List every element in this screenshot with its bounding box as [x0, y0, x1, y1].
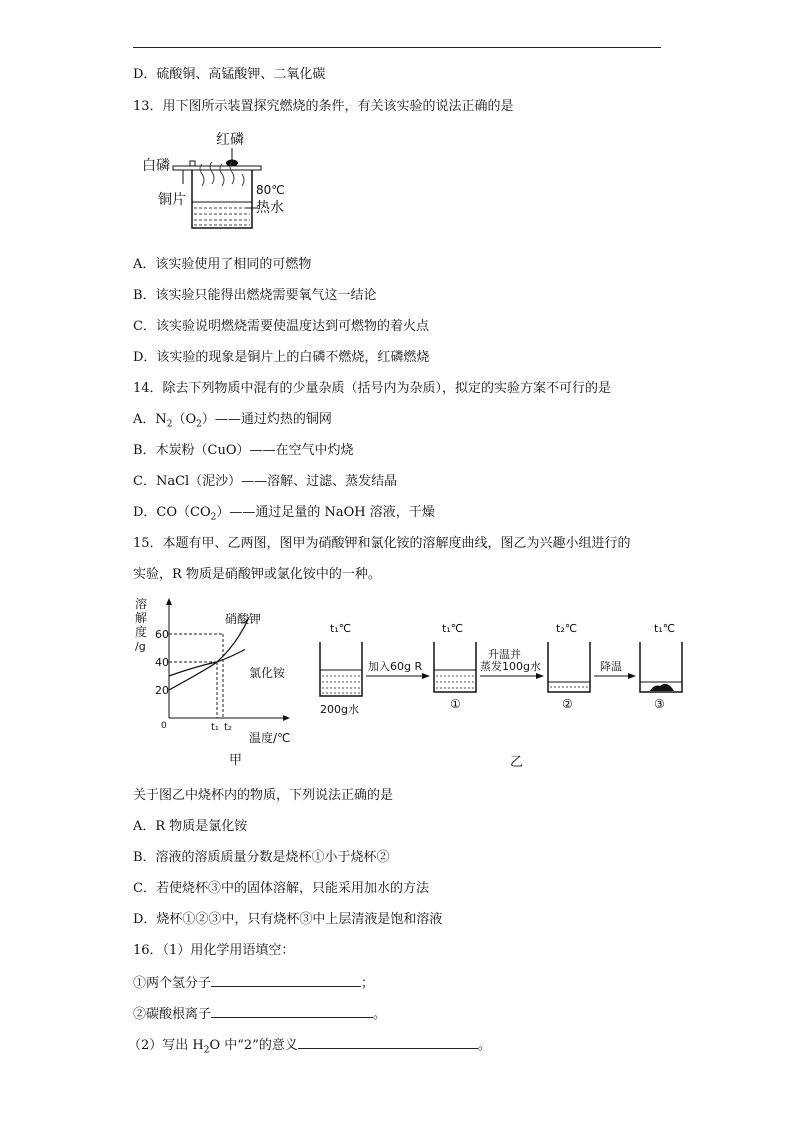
- curve-label-kno3: 硝酸钾: [225, 612, 262, 626]
- q15-option-a: A．R 物质是氯化铵: [133, 819, 248, 834]
- red-phosphorus-icon: [226, 160, 238, 167]
- arrow2-head: [536, 673, 544, 679]
- label-temperature: 80℃: [256, 183, 285, 197]
- curve-label-nh4cl: 氯化铵: [249, 666, 286, 680]
- answer-blank-2[interactable]: [211, 1004, 373, 1018]
- q16-part1: 16．（1）用化学用语填空：: [133, 943, 295, 958]
- beaker2-temp: t₂℃: [556, 622, 578, 635]
- label-white-phosphorus: 白磷: [142, 158, 170, 174]
- x-axis-label: 温度/℃: [249, 731, 291, 745]
- y-axis-label-char-1: 溶: [135, 597, 148, 611]
- q15-option-c: C．若使烧杯③中的固体溶解，只能采用加水的方法: [133, 881, 429, 896]
- arrow2-label-line2: 蒸发100g水: [480, 660, 541, 673]
- beaker3-label: ③: [654, 697, 665, 711]
- label-copper-sheet: 铜片: [158, 192, 186, 208]
- q14-option-d: D．$CO(CO_2)——$通过足量的 NaOH 溶液，干燥: [133, 505, 435, 523]
- y-axis-label-char-3: 度: [135, 625, 148, 639]
- q15-stem-line2: 实验，R 物质是硝酸钾或氯化铵中的一种。: [133, 567, 381, 582]
- beaker1-water: [436, 676, 474, 688]
- q16-item1: ①两个氢分子 ；: [133, 973, 374, 993]
- curve-nh4cl: [169, 649, 245, 676]
- beaker2-label: ②: [562, 697, 573, 711]
- x-tick-label-t2: t₂: [224, 722, 232, 733]
- answer-blank-1[interactable]: [211, 973, 361, 987]
- copper-sheet: [173, 166, 261, 170]
- x-tick-label-t1: t₁: [211, 722, 219, 733]
- white-phosphorus-icon: [190, 161, 195, 166]
- q14-option-c: C．NaCl（泥沙）——溶解、过滤、蒸发结晶: [133, 474, 398, 489]
- diagram-caption-yi: 乙: [510, 755, 524, 770]
- q15-question: 关于图乙中烧杯内的物质，下列说法正确的是: [133, 788, 394, 803]
- q12-option-d: D．硫酸铜、高锰酸钾、二氧化碳: [133, 67, 326, 82]
- y-tick-label-20: 20: [155, 684, 169, 697]
- arrow3-label: 降温: [600, 660, 622, 673]
- beaker2: [548, 642, 590, 692]
- arrow2-label-line1: 升温并: [488, 648, 521, 661]
- water-pattern: [194, 208, 250, 225]
- solubility-chart: [133, 592, 303, 772]
- x-axis-arrow: [283, 715, 290, 721]
- q13-option-b: B．该实验只能得出燃烧需要氧气这一结论: [133, 288, 377, 303]
- q13-option-c: C．该实验说明燃烧需要使温度达到可燃物的着火点: [133, 319, 429, 334]
- experiment-diagram: [310, 620, 710, 772]
- q15-option-b: B．溶液的溶质质量分数是烧杯①小于烧杯②: [133, 850, 390, 865]
- origin-label: 0: [161, 721, 167, 731]
- q13-option-d: D．该实验的现象是铜片上的白磷不燃烧，红磷燃烧: [133, 350, 430, 365]
- header-rule: [133, 47, 661, 48]
- beaker1-label: ①: [450, 697, 461, 711]
- q15-option-d: D．烧杯①②③中，只有烧杯③中上层清液是饱和溶液: [133, 912, 443, 927]
- beaker3-temp: t₁℃: [654, 622, 676, 635]
- q15-stem-line1: 15．本题有甲、乙两图，图甲为硝酸钾和氯化铵的溶解度曲线，图乙为兴趣小组进行的: [133, 536, 631, 551]
- y-tick-label-40: 40: [155, 656, 169, 669]
- y-axis-label-char-2: 解: [135, 611, 148, 625]
- chart-caption-jia: 甲: [229, 753, 243, 768]
- beaker0-temp: t₁℃: [330, 622, 352, 635]
- label-red-phosphorus: 红磷: [216, 132, 244, 148]
- q14-stem: 14．除去下列物质中混有的少量杂质（括号内为杂质），拟定的实验方案不可行的是: [133, 381, 612, 396]
- beaker0-water: [322, 676, 360, 693]
- q14-option-a: A．$N_2(O_2)——$通过灼热的铜网: [133, 412, 332, 430]
- q14-option-b: B．木炭粉（CuO）——在空气中灼烧: [133, 443, 354, 458]
- arrow1-head: [422, 673, 430, 679]
- beaker-outline: [192, 170, 252, 228]
- arrow3-head: [628, 673, 636, 679]
- beaker3: [640, 642, 682, 692]
- y-tick-label-60: 60: [155, 628, 169, 641]
- answer-blank-3[interactable]: [298, 1035, 478, 1049]
- beaker1: [434, 642, 476, 692]
- q13-option-a: A．该实验使用了相同的可燃物: [133, 257, 312, 272]
- y-axis-label-char-4: /g: [135, 640, 146, 653]
- arrow1-label: 加入60g R: [368, 660, 423, 673]
- y-axis-arrow: [166, 598, 172, 605]
- label-hot-water: 热水: [256, 200, 284, 216]
- beaker3-crystals: [650, 684, 674, 691]
- q16-item2: ②碳酸根离子 。: [133, 1004, 386, 1024]
- q16-part2: （2）写出 $H_2O$ 中“2”的意义 。: [128, 1035, 491, 1060]
- beaker0-label: 200g水: [320, 703, 359, 716]
- q13-apparatus-figure: [140, 128, 300, 238]
- q13-stem: 13．用下图所示装置探究燃烧的条件，有关该实验的说法正确的是: [133, 99, 514, 114]
- beaker1-temp: t₁℃: [442, 622, 464, 635]
